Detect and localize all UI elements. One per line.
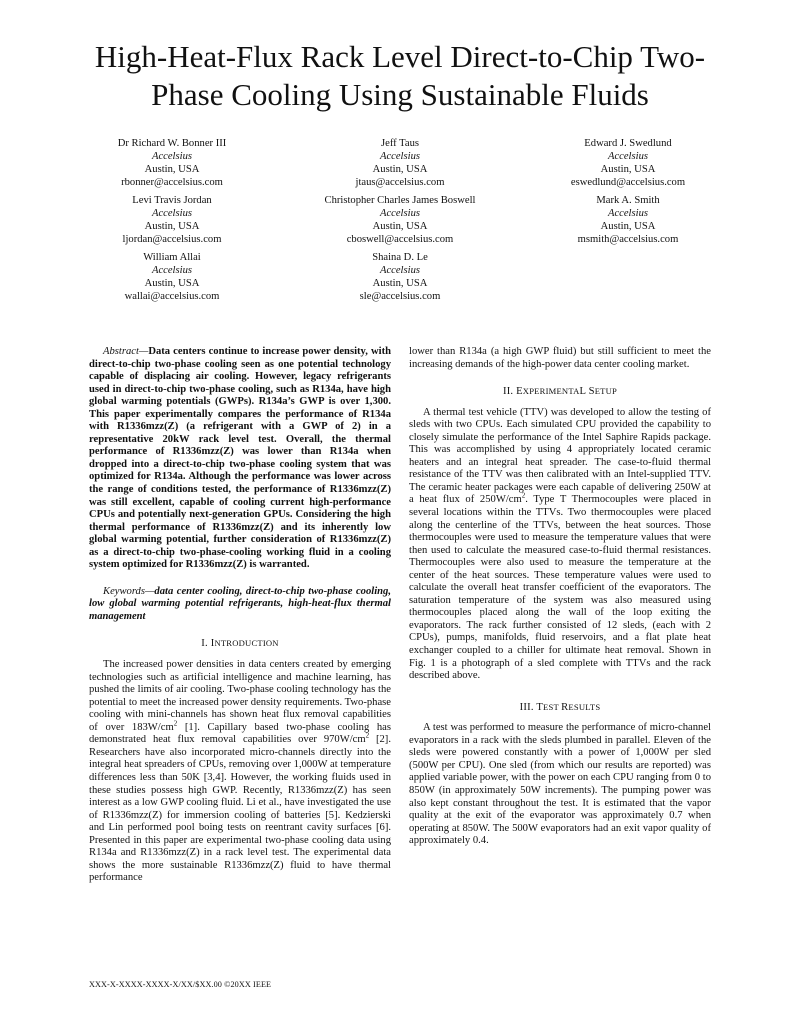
author-email: jtaus@accelsius.com <box>355 177 445 188</box>
superscript: 2 <box>173 719 178 728</box>
copyright-footer: XXX-X-XXXX-XXXX-X/XX/$XX.00 ©20XX IEEE <box>89 980 272 989</box>
author-email: wallai@accelsius.com <box>124 291 220 302</box>
author-name: Christopher Charles James Boswell <box>324 195 476 206</box>
setup-text-part: . Type T Thermocouples were placed in several locations within the TTVs. Two thermocouples were placed along the centerline of the TTVs, between the heat sources. Those thermocouples were used to measure the temperature values that were then used to calculate the measured case-to-fluid thermal resistances. Thermocouples were also used to measure the temperature at the center of the heat sources. These temperature values were used to calculate the overall heat transfer coefficient of the evaporators. The saturation temperature of the system was also measured using thermocouples placed along the wall of the loop exiting the evaporators. The rack further consisted of 12 sleds, (each with 2 CPUs), pumps, manifolds, fluid reservoirs, and a flat plate heat exchanger coupled to a chiller for ultimate heat removal. Shown in Fig. 1 is a photograph of a sled complete with TTVs and the rack described above. <box>409 494 712 682</box>
abstract-label: Abstract— <box>103 346 149 357</box>
author-location: Austin, USA <box>144 164 200 175</box>
left-column <box>89 346 391 885</box>
author-email: sle@accelsius.com <box>359 291 441 302</box>
author-location: Austin, USA <box>372 278 428 289</box>
section-numeral: I. <box>201 638 211 650</box>
author-affiliation: Accelsius <box>607 208 648 219</box>
author-name: William Allai <box>143 252 201 263</box>
section-heading-rest: XPERIMENTA <box>522 386 580 397</box>
section-numeral: III. <box>519 701 537 713</box>
author-affiliation: Accelsius <box>151 151 192 162</box>
keywords <box>89 586 391 624</box>
intro-paragraph <box>89 659 391 885</box>
author-block <box>58 137 742 308</box>
section-heading-initial: T <box>536 701 544 713</box>
section-heading-rest: ESULTS <box>568 701 601 712</box>
section-heading-initial: E <box>516 386 523 398</box>
author-entry <box>286 194 514 246</box>
intro-text-part: [1]. Capillary based two-phase cooling has demonstrated heat flux removal capabilities over 970W/cm <box>89 721 391 746</box>
author-location: Austin, USA <box>600 221 656 232</box>
author-email: msmith@accelsius.com <box>577 234 679 245</box>
author-entry <box>58 137 286 189</box>
setup-paragraph <box>409 407 711 683</box>
author-entry <box>514 137 742 189</box>
author-location: Austin, USA <box>144 278 200 289</box>
section-heading-experimental-setup <box>409 385 711 399</box>
author-affiliation: Accelsius <box>151 265 192 276</box>
section-heading-rest: ETUP <box>594 386 618 397</box>
author-email: cboswell@accelsius.com <box>346 234 454 245</box>
author-name: Dr Richard W. Bonner III <box>117 138 227 149</box>
author-row <box>58 251 742 303</box>
author-name: Levi Travis Jordan <box>132 195 212 206</box>
intro-text-part: The increased power densities in data centers created by emerging technologies such as artificial intelligence and machine learning, has pushed the limits of air cooling. Two-phase cooling technology has the potential to meet the increased power density requirements. Two-phase cooling with mini-channels has shown heat flux removal capabilities of over 183W/cm <box>89 659 391 733</box>
intro-text-part: [2]. Researchers have also incorporated micro-channels directly into the integral heat spreaders of CPUs, removing over 1,000W at temperature differences less than 50K [3,4]. However, the working fluids used in these studies possess high GWP. Recently, R1336mzz(Z) has seen interest as a low GWP cooling fluid. Li et al., have investigated the use of R1336mzz(Z) for immersion cooling of batteries [5]. Kedzierski and Lin performed pool boing tests on reentrant cavity surfaces [6]. Presented in this paper are experimental two-phase cooling data using R134a and R1336mzz(Z) in a rack level test. The experimental data shows the more sustainable R1336mzz(Z) fluid to have thermal performance <box>89 734 391 884</box>
author-affiliation: Accelsius <box>607 151 648 162</box>
section-heading-initial: S <box>585 386 595 398</box>
abstract-text: Data centers continue to increase power density, with direct-to-chip two-phase cooling seen as one potential technology capable of displacing air cooling. However, legacy refrigerants used in direct-to-chip two-phase cooling, such as R134a, have high global warming potentials (GWPs). R134a’s GWP is over 1,300. This paper experimentally compares the performance of R134a with R1336mzz(Z) (a refrigerant with a GWP of 2) in a representative 20kW rack level test. Overall, the thermal performance of R1336mzz(Z) was lower than R134a when dropped into a direct-to-chip two-phase cooling system that was optimized for R134a. Although the performance was lower across the range of conditions tested, the performance of R1336mzz(Z) was still excellent, capable of cooling current high-performance CPUs and potentially next-generation GPUs. Considering the high thermal performance of R1336mzz(Z) and its inherently low global warming potential, further consideration of R1336mzz(Z) as a direct-to-chip two-phase-cooling working fluid in a cooling system optimized for R1336mzz(Z) is warranted. <box>89 346 391 571</box>
section-heading-rest: NTRODUCTION <box>214 638 279 649</box>
intro-paragraph-continued <box>409 346 711 371</box>
superscript: 2 <box>521 491 526 500</box>
results-paragraph: A test was performed to measure the performance of micro-channel evaporators in a rack with the sleds plumbed in parallel. Eleven of the sleds were powered constantly with a power of 1,000W per sled (500W per CPU). One sled (from which our results are reported) was applied variable power, with the power on each CPU ranging from 0 to 850W (in approximately 50W increments). The pumping power was also kept constant throughout the test. It is estimated that the vapor quality at the exit of the evaporator was approximately 0.7 when operating at 850W. The 500W evaporators had an exit vapor quality of approximately 0.4. <box>409 722 711 847</box>
author-email: eswedlund@accelsius.com <box>570 177 686 188</box>
author-name: Shaina D. Le <box>372 252 428 263</box>
author-name: Mark A. Smith <box>596 195 660 206</box>
author-name: Jeff Taus <box>381 138 419 149</box>
author-affiliation: Accelsius <box>151 208 192 219</box>
intro-text-part: lower than R134a (a high GWP fluid) but still sufficient to meet the increasing demands of the high-power data center cooling market. <box>409 346 711 370</box>
author-row <box>58 194 742 246</box>
paper-title: High-Heat-Flux Rack Level Direct-to-Chip Two-Phase Cooling Using Sustainable Fluids <box>94 39 706 112</box>
author-name: Edward J. Swedlund <box>584 138 672 149</box>
author-affiliation: Accelsius <box>379 265 420 276</box>
keywords-label: Keywords— <box>103 585 155 597</box>
author-email: ljordan@accelsius.com <box>122 234 222 245</box>
keywords-text: data center cooling, direct-to-chip two-phase cooling, low global warming potential refrigerants, high-heat-flux thermal management <box>89 585 391 622</box>
author-entry <box>58 194 286 246</box>
superscript: 2 <box>365 731 370 740</box>
abstract <box>89 346 391 572</box>
author-location: Austin, USA <box>144 221 200 232</box>
section-heading-introduction <box>89 637 391 651</box>
author-affiliation: Accelsius <box>379 151 420 162</box>
author-affiliation: Accelsius <box>379 208 420 219</box>
section-numeral: II. <box>502 386 517 398</box>
section-heading-initial: I <box>210 638 215 650</box>
author-location: Austin, USA <box>600 164 656 175</box>
section-heading-initial: R <box>561 701 569 713</box>
author-location: Austin, USA <box>372 164 428 175</box>
section-heading-rest: EST <box>543 701 562 712</box>
author-email: rbonner@accelsius.com <box>121 177 223 188</box>
author-entry <box>286 251 514 303</box>
author-row <box>58 137 742 189</box>
author-entry <box>58 251 286 303</box>
author-entry <box>514 194 742 246</box>
author-location: Austin, USA <box>372 221 428 232</box>
right-column <box>409 346 711 848</box>
section-heading-test-results <box>409 701 711 715</box>
section-heading-initial: L <box>579 386 586 398</box>
author-entry <box>286 137 514 189</box>
setup-text-part: A thermal test vehicle (TTV) was developed to allow the testing of sleds with two CPUs. Each simulated CPU provided the capability to closely simulate the performance of the Intel Saphire Rapids package. This was accomplished by using 4 appropriately located ceramic heaters and an integral heat spreader. The case-to-fluid thermal resistance of the TTV was then calibrated with an Intel-supplied TTV. The ceramic heater packages were each capable of delivering 250W at a heat flux of 250W/cm <box>409 406 711 506</box>
